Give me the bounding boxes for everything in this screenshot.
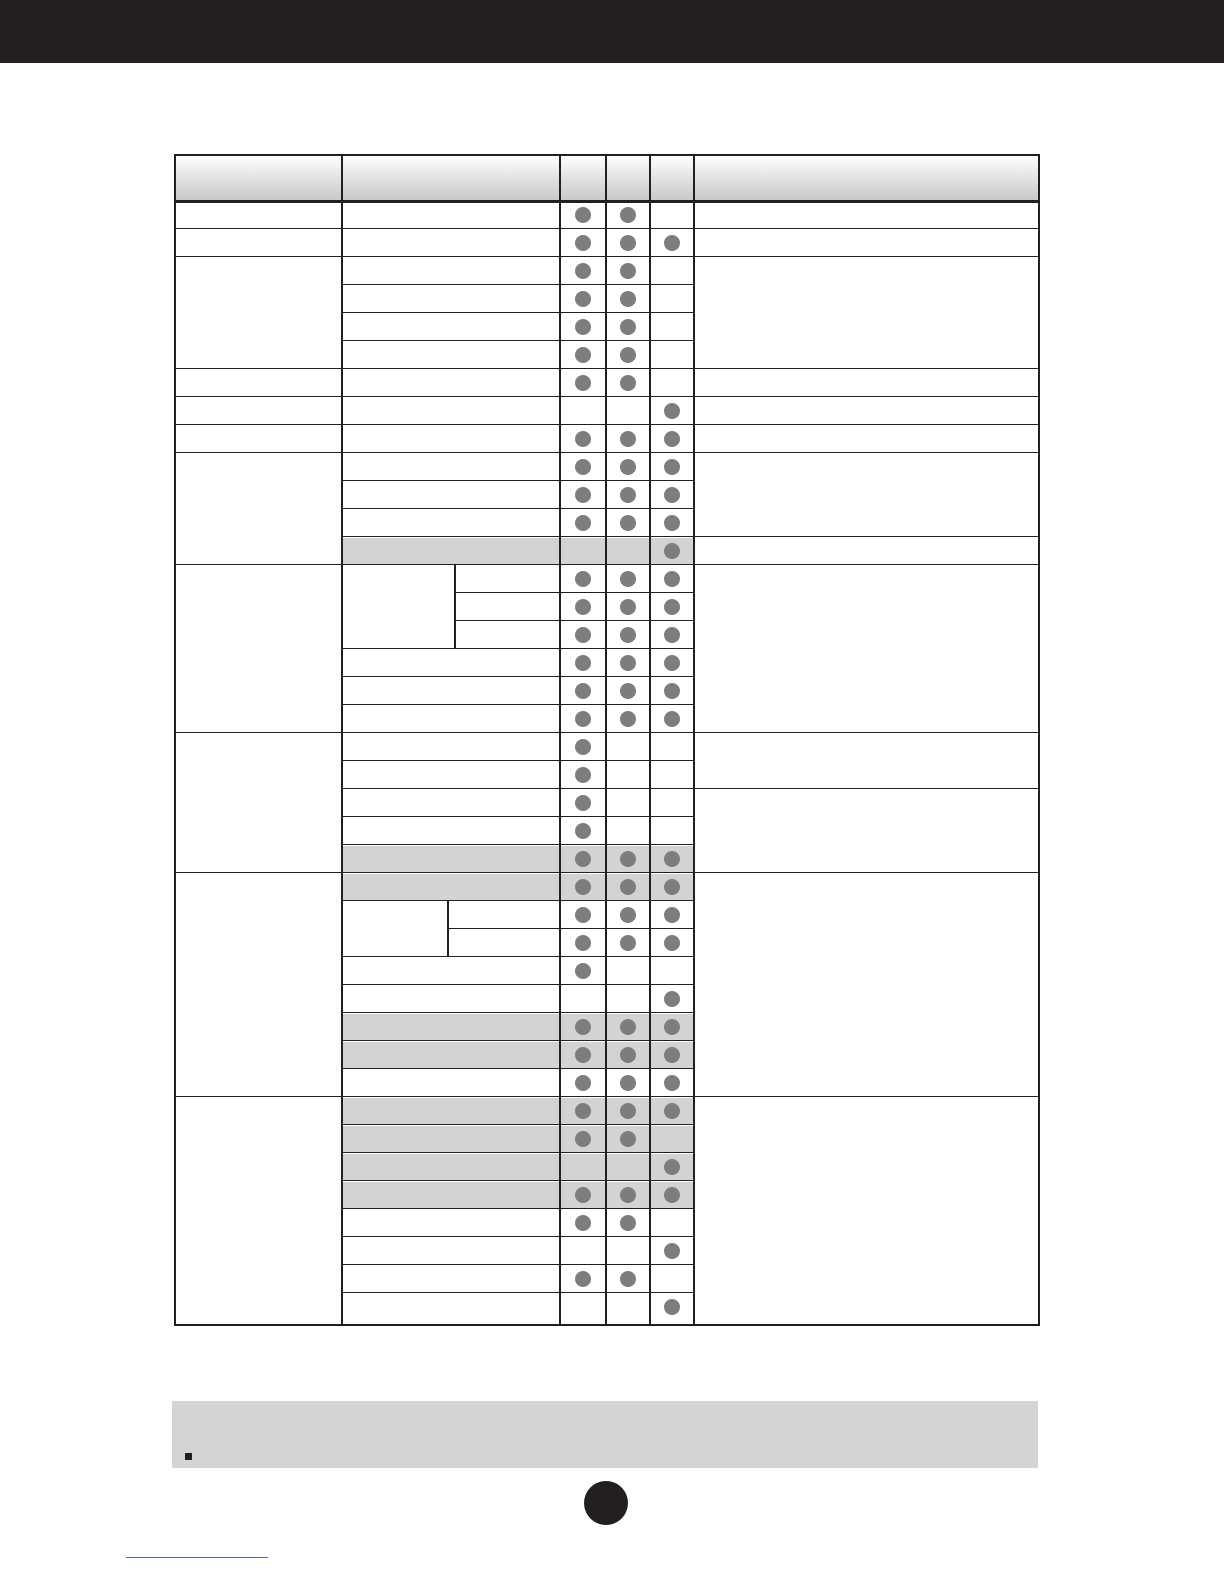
row-line	[342, 872, 694, 873]
support-dot-icon	[620, 1187, 636, 1203]
support-dot-icon	[620, 655, 636, 671]
support-dot-icon	[575, 599, 591, 615]
row-line	[342, 424, 694, 425]
row-line	[342, 564, 694, 565]
support-dot-icon	[575, 347, 591, 363]
support-dot-icon	[575, 1047, 591, 1063]
row-line	[342, 1236, 694, 1237]
feature-support-table	[174, 154, 1040, 1326]
support-dot-icon	[575, 1019, 591, 1035]
support-dot-icon	[620, 235, 636, 251]
description-line	[694, 396, 1040, 397]
header-cell	[651, 155, 693, 200]
support-dot-icon	[620, 291, 636, 307]
support-dot-icon	[575, 431, 591, 447]
support-dot-icon	[664, 1075, 680, 1091]
support-dot-icon	[664, 683, 680, 699]
shaded-row	[343, 1098, 693, 1125]
description-line	[694, 368, 1040, 369]
support-dot-icon	[664, 487, 680, 503]
row-line	[342, 900, 694, 901]
description-line	[694, 732, 1040, 733]
description-line	[694, 536, 1040, 537]
support-dot-icon	[620, 1103, 636, 1119]
support-dot-icon	[575, 1215, 591, 1231]
shaded-row	[343, 538, 693, 565]
support-dot-icon	[620, 851, 636, 867]
support-dot-icon	[575, 263, 591, 279]
row-line	[342, 732, 694, 733]
support-dot-icon	[664, 991, 680, 1007]
row-line	[342, 312, 694, 313]
shaded-row	[343, 1154, 693, 1181]
support-dot-icon	[620, 515, 636, 531]
row-line	[342, 1096, 694, 1097]
support-dot-icon	[575, 207, 591, 223]
support-dot-icon	[575, 767, 591, 783]
column-divider	[605, 154, 607, 1326]
support-dot-icon	[664, 571, 680, 587]
support-dot-icon	[664, 515, 680, 531]
support-dot-icon	[575, 907, 591, 923]
support-dot-icon	[575, 851, 591, 867]
support-dot-icon	[620, 1047, 636, 1063]
row-line	[342, 1292, 694, 1293]
sub-column-divider	[454, 565, 456, 649]
support-dot-icon	[620, 1131, 636, 1147]
support-dot-icon	[664, 935, 680, 951]
row-line	[342, 396, 694, 397]
group-line	[174, 368, 342, 369]
row-line	[342, 788, 694, 789]
column-divider	[341, 154, 343, 1326]
support-dot-icon	[620, 627, 636, 643]
shaded-row	[343, 1126, 693, 1153]
support-dot-icon	[575, 711, 591, 727]
group-line	[174, 732, 342, 733]
row-line	[342, 536, 694, 537]
description-line	[694, 788, 1040, 789]
group-line	[174, 424, 342, 425]
link-underline[interactable]	[126, 1557, 268, 1558]
table-border-right	[1038, 154, 1040, 1326]
group-line	[174, 396, 342, 397]
support-dot-icon	[575, 487, 591, 503]
support-dot-icon	[575, 319, 591, 335]
support-dot-icon	[575, 1271, 591, 1287]
support-dot-icon	[664, 711, 680, 727]
support-dot-icon	[620, 1215, 636, 1231]
page-number-badge	[584, 1481, 628, 1525]
support-dot-icon	[575, 1187, 591, 1203]
support-dot-icon	[664, 599, 680, 615]
support-dot-icon	[620, 375, 636, 391]
shaded-row	[343, 846, 693, 873]
support-dot-icon	[620, 347, 636, 363]
row-line	[342, 844, 694, 845]
row-line	[342, 508, 694, 509]
support-dot-icon	[620, 935, 636, 951]
support-dot-icon	[575, 1075, 591, 1091]
support-dot-icon	[664, 879, 680, 895]
description-line	[694, 228, 1040, 229]
support-dot-icon	[620, 207, 636, 223]
row-line	[342, 648, 694, 649]
row-line	[342, 984, 694, 985]
support-dot-icon	[575, 627, 591, 643]
support-dot-icon	[575, 1131, 591, 1147]
row-line	[342, 368, 694, 369]
description-line	[694, 256, 1040, 257]
description-line	[694, 424, 1040, 425]
support-dot-icon	[664, 1019, 680, 1035]
row-line	[342, 1152, 694, 1153]
support-dot-icon	[664, 907, 680, 923]
support-dot-icon	[664, 459, 680, 475]
support-dot-icon	[664, 235, 680, 251]
support-dot-icon	[664, 1159, 680, 1175]
support-dot-icon	[620, 263, 636, 279]
support-dot-icon	[575, 235, 591, 251]
description-line	[694, 1096, 1040, 1097]
support-dot-icon	[620, 683, 636, 699]
support-dot-icon	[575, 795, 591, 811]
row-line	[342, 228, 694, 229]
support-dot-icon	[575, 935, 591, 951]
support-dot-icon	[664, 403, 680, 419]
support-dot-icon	[575, 963, 591, 979]
support-dot-icon	[664, 1047, 680, 1063]
support-dot-icon	[575, 739, 591, 755]
support-dot-icon	[620, 879, 636, 895]
support-dot-icon	[664, 627, 680, 643]
row-line	[342, 480, 694, 481]
support-dot-icon	[664, 543, 680, 559]
table-border-top	[174, 154, 1040, 156]
row-line	[342, 1124, 694, 1125]
group-line	[174, 1096, 342, 1097]
support-dot-icon	[620, 487, 636, 503]
support-dot-icon	[664, 1243, 680, 1259]
support-dot-icon	[575, 571, 591, 587]
sub-column-divider	[447, 901, 449, 957]
table-border-bottom	[174, 1324, 1040, 1326]
description-line	[694, 564, 1040, 565]
row-line	[342, 1040, 694, 1041]
support-dot-icon	[620, 571, 636, 587]
shaded-row	[343, 1182, 693, 1209]
support-dot-icon	[620, 319, 636, 335]
bullet-icon	[185, 1453, 192, 1460]
support-dot-icon	[620, 907, 636, 923]
row-line	[342, 452, 694, 453]
row-line	[342, 256, 694, 257]
row-line	[448, 928, 694, 929]
group-line	[174, 256, 342, 257]
header-underline	[174, 200, 1040, 203]
row-line	[342, 340, 694, 341]
row-line	[342, 704, 694, 705]
row-line	[342, 1012, 694, 1013]
support-dot-icon	[620, 1075, 636, 1091]
row-line	[342, 760, 694, 761]
header-cell	[607, 155, 649, 200]
support-dot-icon	[575, 823, 591, 839]
row-line	[342, 1264, 694, 1265]
column-divider	[649, 154, 651, 1326]
shaded-row	[343, 1042, 693, 1069]
description-line	[694, 452, 1040, 453]
support-dot-icon	[620, 599, 636, 615]
support-dot-icon	[664, 1103, 680, 1119]
row-line	[455, 592, 694, 593]
header-cell	[695, 155, 1039, 200]
support-dot-icon	[664, 851, 680, 867]
group-line	[174, 872, 342, 873]
support-dot-icon	[575, 375, 591, 391]
support-dot-icon	[664, 655, 680, 671]
header-cell	[561, 155, 605, 200]
support-dot-icon	[575, 1103, 591, 1119]
row-line	[342, 1068, 694, 1069]
support-dot-icon	[620, 431, 636, 447]
group-line	[174, 452, 342, 453]
table-border-left	[174, 154, 176, 1326]
group-line	[174, 564, 342, 565]
row-line	[342, 1180, 694, 1181]
header-bar	[0, 0, 1224, 63]
support-dot-icon	[664, 1299, 680, 1315]
column-divider	[693, 154, 695, 1326]
column-divider	[559, 154, 561, 1326]
description-line	[694, 872, 1040, 873]
shaded-row	[343, 1014, 693, 1041]
support-dot-icon	[575, 291, 591, 307]
support-dot-icon	[575, 879, 591, 895]
support-dot-icon	[575, 683, 591, 699]
row-line	[455, 620, 694, 621]
support-dot-icon	[575, 459, 591, 475]
support-dot-icon	[575, 655, 591, 671]
support-dot-icon	[620, 1019, 636, 1035]
support-dot-icon	[575, 515, 591, 531]
row-line	[342, 676, 694, 677]
support-dot-icon	[664, 431, 680, 447]
row-line	[342, 816, 694, 817]
note-box	[172, 1401, 1038, 1468]
row-line	[342, 284, 694, 285]
shaded-row	[343, 874, 693, 901]
support-dot-icon	[620, 711, 636, 727]
row-line	[342, 956, 694, 957]
group-line	[174, 228, 342, 229]
row-line	[342, 1208, 694, 1209]
support-dot-icon	[620, 1271, 636, 1287]
support-dot-icon	[620, 459, 636, 475]
header-cell	[343, 155, 559, 200]
support-dot-icon	[664, 1187, 680, 1203]
header-cell	[175, 155, 341, 200]
